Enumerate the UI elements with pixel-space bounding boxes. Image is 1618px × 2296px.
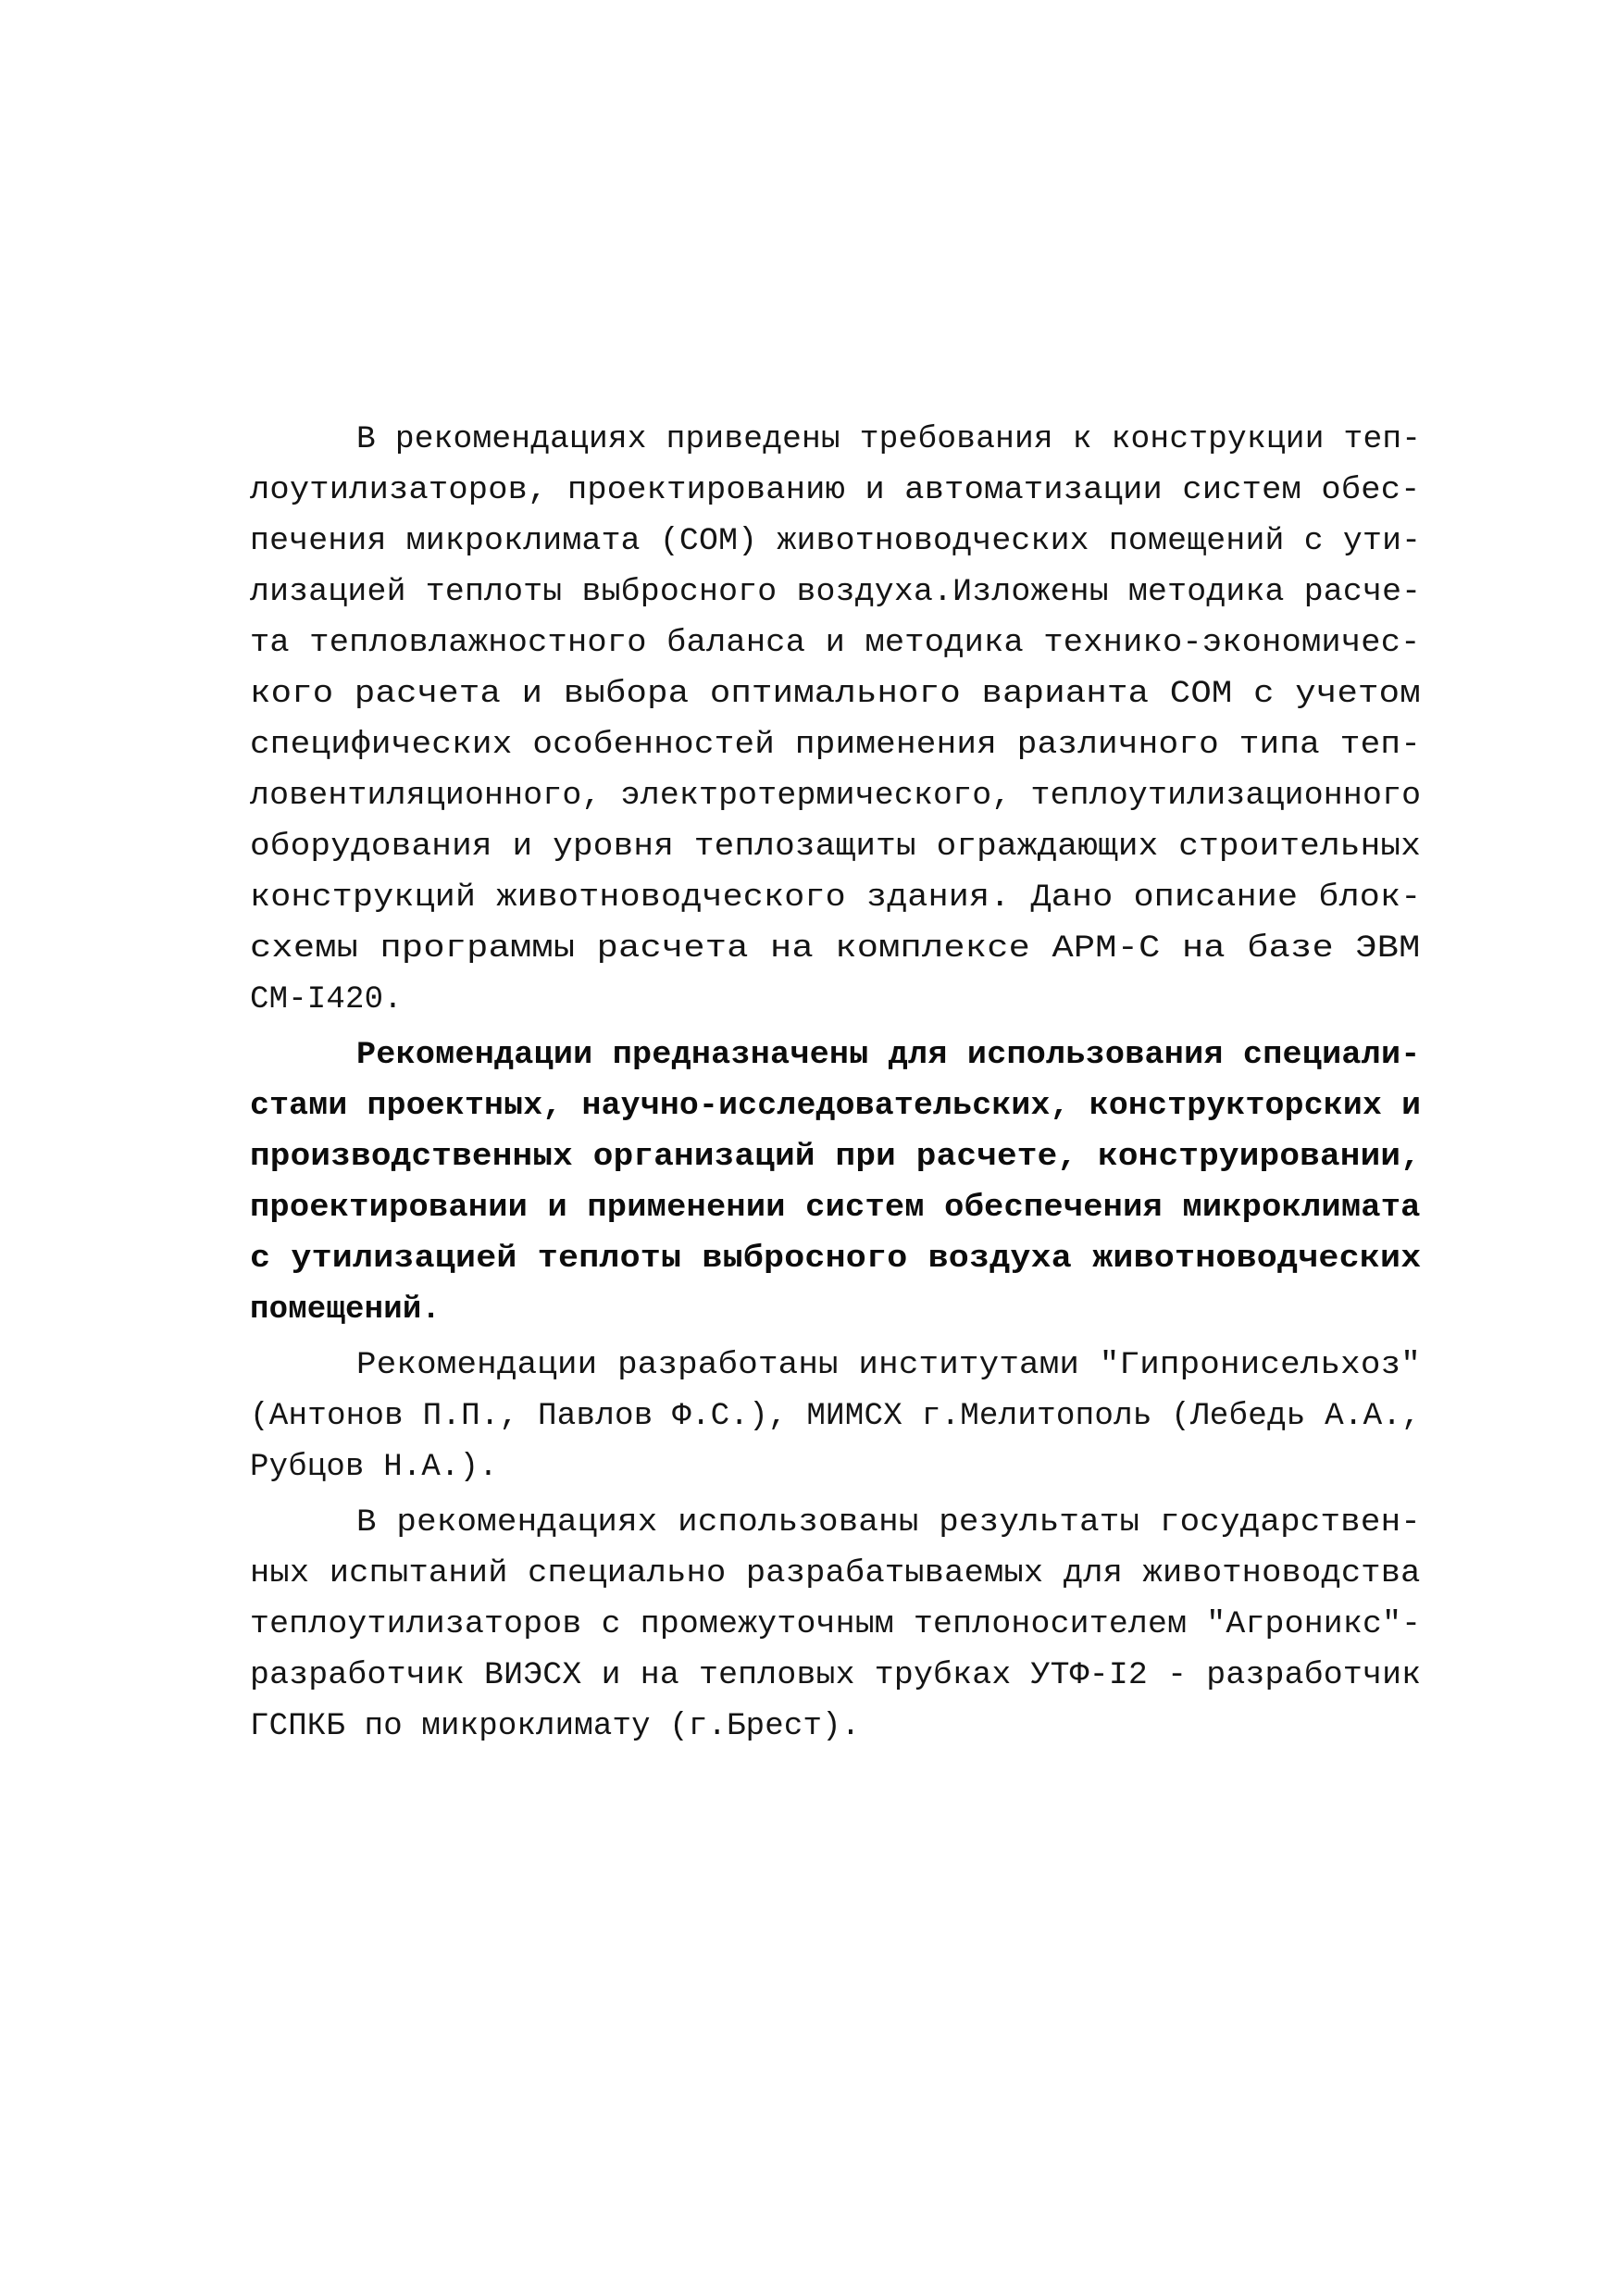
text-line: помещений. <box>250 1292 442 1328</box>
text-line: стами проектных, научно-исследовательских, конструкторских и <box>250 1089 1422 1124</box>
text-line: схемы программы расчета на комплексе АРМ-С на базе ЭВМ <box>250 931 1421 967</box>
text-line: ГСПКБ по микроклимату (г.Брест). <box>250 1709 861 1744</box>
text-line: лоутилизаторов, проектированию и автоматизации систем обес- <box>250 473 1421 508</box>
text-line: Рубцов Н.А.). <box>250 1450 498 1485</box>
text-line: специфических особенностей применения различного типа теп- <box>250 728 1422 763</box>
text-line: СМ-I420. <box>250 982 403 1017</box>
text-line: В рекомендациях использованы результаты государствен- <box>356 1505 1421 1541</box>
text-line: лизацией теплоты выбросного воздуха.Изложены методика расче- <box>250 575 1422 610</box>
text-line: печения микроклимата (СОМ) животноводческих помещений с ути- <box>250 524 1422 559</box>
text-line: Рекомендации предназначены для использования специали- <box>356 1038 1421 1073</box>
text-line: разработчик ВИЭСХ и на тепловых трубках УТФ-I2 - разработчик <box>250 1658 1422 1693</box>
text-line: конструкций животноводческого здания. Дано описание блок- <box>250 880 1422 916</box>
text-line: та тепловлажностного баланса и методика технико-экономичес- <box>250 626 1421 661</box>
text-line: производственных организаций при расчете, конструировании, <box>250 1140 1422 1175</box>
text-line: ловентиляционного, электротермического, теплоутилизационного <box>250 779 1422 814</box>
text-line: В рекомендациях приведены требования к конструкции теп- <box>356 422 1422 457</box>
text-line: кого расчета и выбора оптимального варианта СОМ с учетом <box>250 677 1421 712</box>
text-line: оборудования и уровня теплозащиты ограждающих строительных <box>250 830 1422 865</box>
text-line: Рекомендации разработаны институтами "Гипронисельхоз" <box>356 1348 1421 1383</box>
text-line: с утилизацией теплоты выбросного воздуха животноводческих <box>250 1242 1422 1277</box>
text-line: ных испытаний специально разрабатываемых для животноводства <box>250 1556 1421 1591</box>
text-line: теплоутилизаторов с промежуточным теплоносителем "Агроникс"- <box>250 1607 1422 1642</box>
text-line: (Антонов П.П., Павлов Ф.С.), МИМСХ г.Мелитополь (Лебедь А.А., <box>250 1399 1421 1434</box>
text-line: проектировании и применении систем обеспечения микроклимата <box>250 1191 1421 1226</box>
